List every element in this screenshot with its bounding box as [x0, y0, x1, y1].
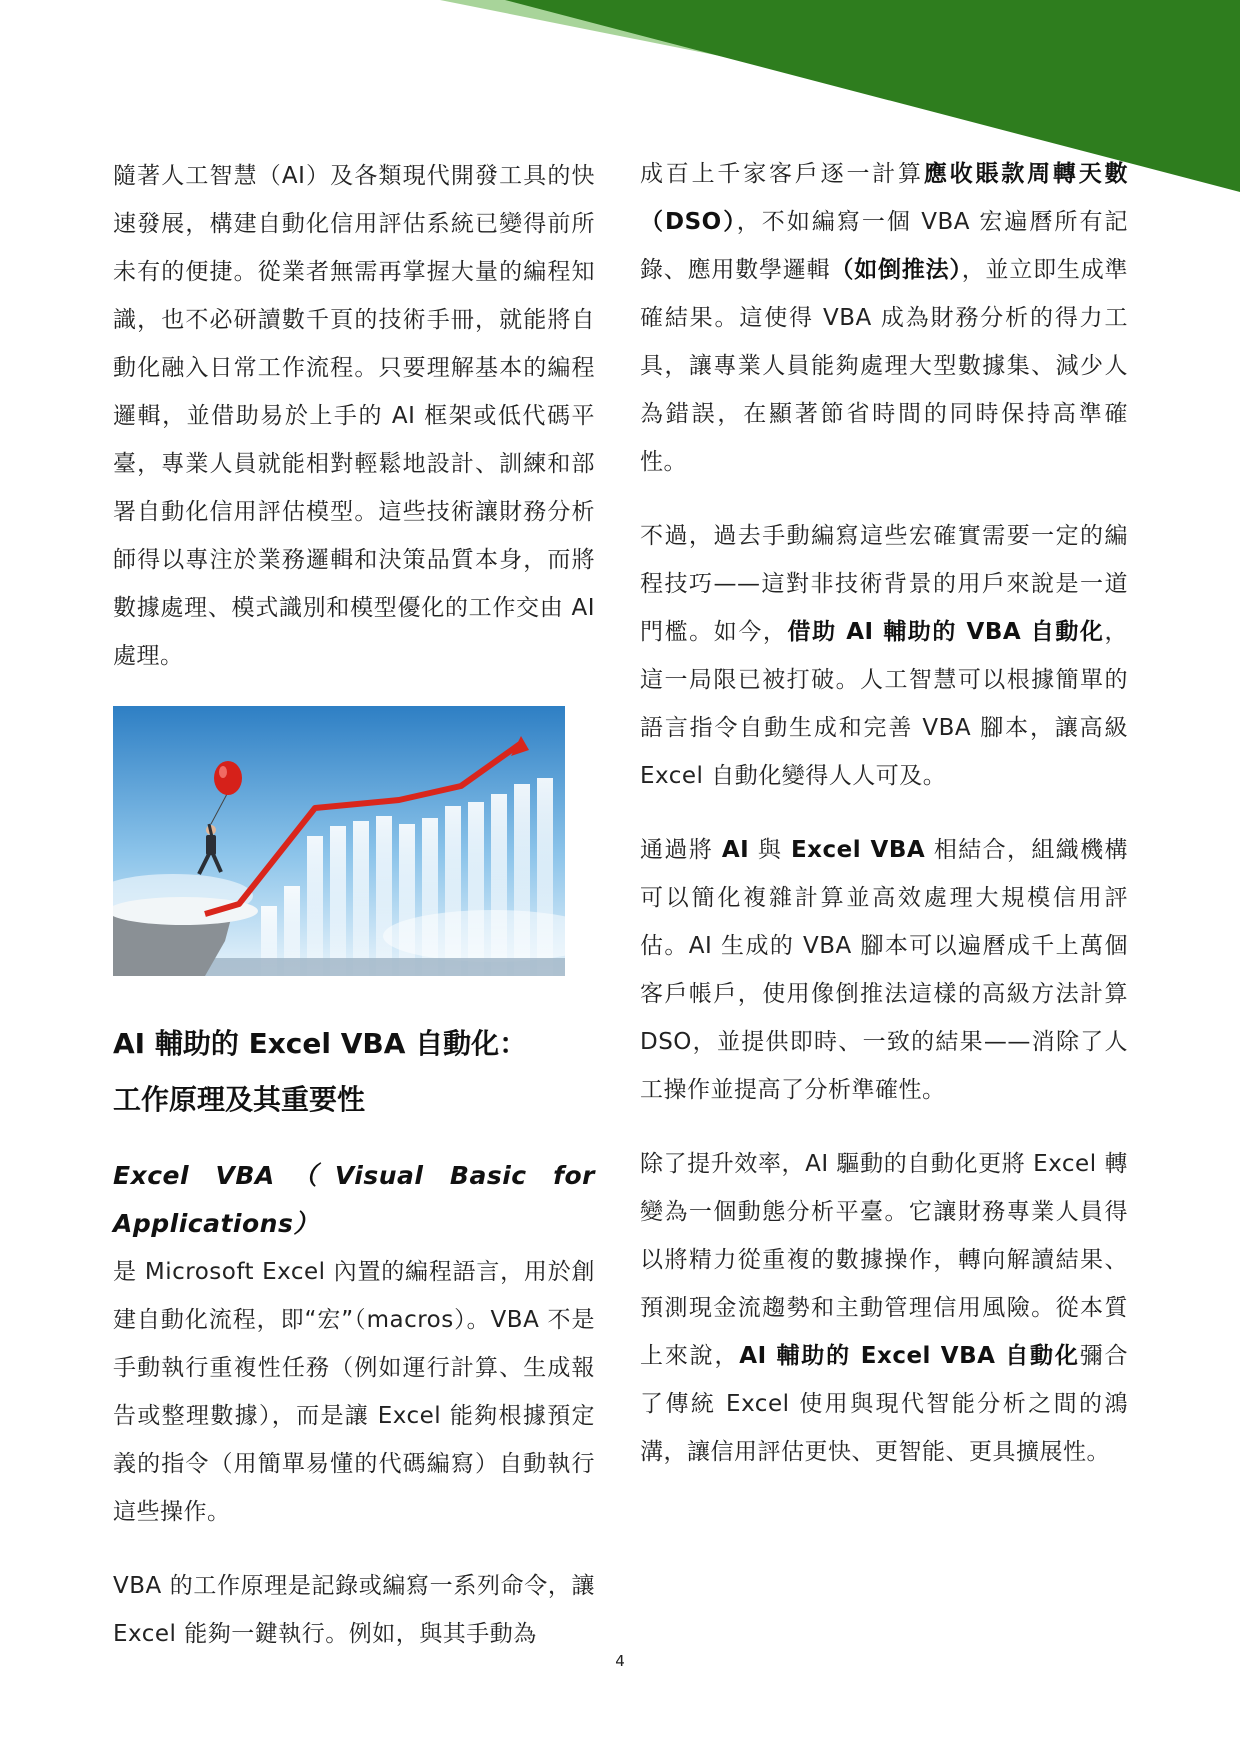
efficiency-paragraph: [640, 1140, 1128, 1476]
ai-vba-barrier-paragraph: [640, 512, 1128, 800]
efficiency-text-c: 彌合了傳統 Excel 使用與現代智能分析之間的鴻溝，讓信用評估更快、更智能、更具擴展性。: [640, 1343, 1129, 1465]
growth-chart-image: [113, 706, 565, 976]
section-heading: [113, 1016, 595, 1128]
red-balloon-icon: [214, 761, 242, 795]
left-column: [113, 152, 595, 1684]
barrier-text-c: ，這一局限已被打破。人工智慧可以根據簡單的語言指令自動生成和完善 VBA 腳本，讓高級 Excel 自動化變得人人可及。: [640, 619, 1128, 789]
balloon-highlight: [219, 766, 227, 778]
dso-term-bold: 應收賬款周轉天數（DSO）: [640, 161, 1129, 235]
ai-bold: AI: [721, 837, 750, 863]
dso-text-c: ，不如編寫一個 VBA 宏遍曆所有記錄、應用數學邏輯: [640, 209, 1128, 283]
ai-excel-combination-paragraph: [640, 826, 1128, 1114]
dso-paragraph: [640, 150, 1128, 486]
section-heading-line1: AI 輔助的 Excel VBA 自動化：: [113, 1027, 528, 1060]
vba-how-it-works-paragraph: VBA 的工作原理是記錄或編寫一系列命令，讓 Excel 能夠一鍵執行。例如，與其手動為: [113, 1573, 595, 1647]
page-number: 4: [615, 1652, 625, 1670]
excel-vba-bold: Excel VBA: [790, 837, 926, 863]
dso-text-e: ，並立即生成準確結果。這使得 VBA 成為財務分析的得力工具，讓專業人員能夠處理大型數據集、減少人為錯誤，在顯著節省時間的同時保持高準確性。: [640, 257, 1129, 475]
combo-text-c: 與: [749, 837, 791, 863]
ai-excel-vba-automation-bold: AI 輔助的 Excel VBA 自動化: [739, 1343, 1080, 1369]
vba-definition-text: 是 Microsoft Excel 內置的編程語言，用於創建自動化流程，即“宏”（macros）。VBA 不是手動執行重複性任務（例如運行計算、生成報告或整理數據），而是讓 Excel 能夠根據預定義的指令（用簡單易懂的代碼編寫）自動執行這些操作。: [113, 1259, 595, 1525]
barrier-text-a: 不過，過去手動編寫這些宏確實需要一定的編程技巧——這對非技術背景的用戶來說是一道門檻。如今，: [640, 523, 1128, 645]
combo-text-e: 相結合，組織機構可以簡化複雜計算並高效處理大規模信用評估。AI 生成的 VBA 腳本可以遍曆成千上萬個客戶帳戶，使用像倒推法這樣的高級方法計算 DSO，並提供即時、一致的結果——消除了人工操作並提高了分析準確性。: [640, 837, 1129, 1103]
ai-vba-automation-bold: 借助 AI 輔助的 VBA 自動化: [787, 619, 1105, 645]
section-heading-line2: 工作原理及其重要性: [113, 1083, 366, 1116]
efficiency-text-a: 除了提升效率，AI 驅動的自動化更將 Excel 轉變為一個動態分析平臺。它讓財務專業人員得以將精力從重複的數據操作，轉向解讀結果、預測現金流趨勢和主動管理信用風險。從本質上來說，: [640, 1151, 1128, 1369]
vba-definition-lead: Excel VBA（Visual Basic for Applications）: [113, 1161, 595, 1238]
vba-definition-paragraph: [113, 1152, 595, 1536]
intro-paragraph: 隨著人工智慧（AI）及各類現代開發工具的快速發展，構建自動化信用評估系統已變得前所未有的便捷。從業者無需再掌握大量的編程知識，也不必研讀數千頁的技術手冊，就能將自動化融入日常工作流程。只要理解基本的編程邏輯，並借助易於上手的 AI 框架或低代碼平臺，專業人員就能相對輕鬆地設計、訓練和部署自動化信用評估模型。這些技術讓財務分析師得以專注於業務邏輯和決策品質本身，而將數據處理、模式識別和模型優化的工作交由 AI 處理。: [113, 163, 595, 669]
right-column: [640, 150, 1128, 1502]
backward-method-bold: （如倒推法）: [830, 257, 962, 283]
dso-text-a: 成百上千家客戶逐一計算: [640, 161, 924, 187]
cloud: [113, 897, 258, 925]
combo-text-a: 通過將: [640, 837, 722, 863]
